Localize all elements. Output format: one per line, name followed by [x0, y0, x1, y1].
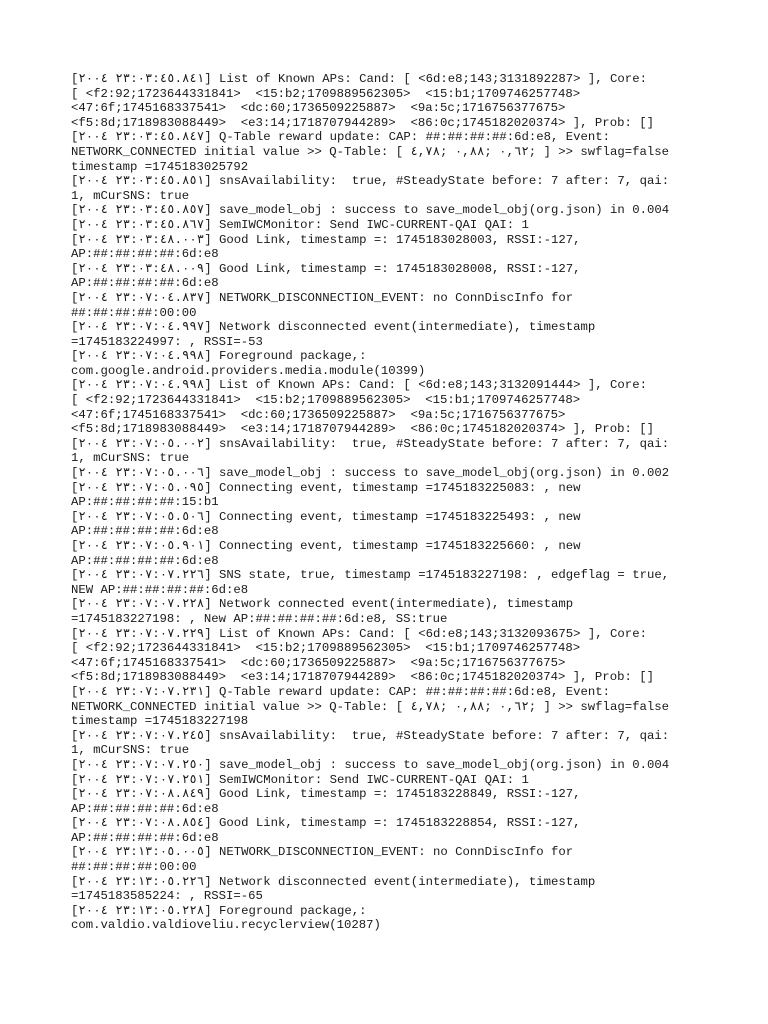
- log-line: com.google.android.providers.media.module(10399): [71, 363, 426, 378]
- log-document: [71, 72, 701, 933]
- log-line: AP:##:##:##:##:15:b1: [71, 495, 219, 510]
- log-line: 1, mCurSNS: true: [71, 743, 190, 758]
- log-line: AP:##:##:##:##:6d:e8: [71, 276, 219, 291]
- log-line: [٢٣:٠٧:٠٥.٠٩٥ ٢٠٠٤] Connecting event, timestamp =1745183225083: , new: [71, 480, 581, 495]
- log-line: AP:##:##:##:##:6d:e8: [71, 247, 219, 262]
- log-line: AP:##:##:##:##:6d:e8: [71, 801, 219, 816]
- log-line: =1745183224997: , RSSI=-53: [71, 334, 263, 349]
- log-line: [٢٣:٠٣:٤٥.٨٤١ ٢٠٠٤] List of Known APs: Cand: [ <6d:e8;143;3131892287> ], Core:: [71, 72, 647, 86]
- log-line: <47:6f;1745168337541> <dc:60;1736509225887> <9a:5c;1716756377675>: [71, 101, 566, 116]
- log-line: [٢٣:٠٣:٤٥.٨٤٧ ٢٠٠٤] Q-Table reward update: CAP: ##:##:##:##:6d:e8, Event:: [71, 130, 611, 145]
- log-line: [٢٣:٠٧:٠٤.٩٩٧ ٢٠٠٤] Network disconnected event(intermediate), timestamp: [71, 320, 596, 335]
- log-line: [٢٣:١٣:٠٥.٢٢٦ ٢٠٠٤] Network disconnected event(intermediate), timestamp: [71, 874, 596, 889]
- log-line: com.valdio.valdioveliu.recyclerview(10287): [71, 918, 381, 933]
- log-line: timestamp =1745183227198: [71, 714, 249, 729]
- log-line: NETWORK_CONNECTED initial value >> Q-Table: [ ٠,٦٢ ;٠,٨٨ ;٤,٧٨; ] >> swflag=false: [71, 144, 669, 159]
- log-line: [٢٣:٠٧:٠٥.٠٠٢ ٢٠٠٤] snsAvailability: true, #SteadyState before: 7 after: 7, qai:: [71, 436, 670, 451]
- log-line: NETWORK_CONNECTED initial value >> Q-Table: [ ٠,٦٢ ;٠,٨٨ ;٤,٧٨; ] >> swflag=false: [71, 699, 669, 714]
- log-line: [٢٣:٠٧:٠٧.٢٤٥ ٢٠٠٤] snsAvailability: true, #SteadyState before: 7 after: 7, qai:: [71, 728, 670, 743]
- log-line: <f5:8d;1718983088449> <e3:14;1718707944289> <86:0c;1745182020374> ], Prob: []: [71, 115, 654, 130]
- log-line: 1, mCurSNS: true: [71, 188, 190, 203]
- log-line: <f5:8d;1718983088449> <e3:14;1718707944289> <86:0c;1745182020374> ], Prob: []: [71, 422, 654, 437]
- log-line: [٢٣:٠٧:٠٥.٠٠٦ ٢٠٠٤] save_model_obj : success to save_model_obj(org.json) in 0.002: [71, 466, 670, 481]
- log-line: [٢٣:٠٧:٠٥.٥٠٦ ٢٠٠٤] Connecting event, timestamp =1745183225493: , new: [71, 509, 581, 524]
- log-line: [٢٣:٠٧:٠٨.٨٥٤ ٢٠٠٤] Good Link, timestamp =: 1745183228854, RSSI:-127,: [71, 816, 581, 831]
- log-line: =1745183227198: , New AP:##:##:##:##:6d:e8, SS:true: [71, 611, 448, 626]
- log-line: =1745183585224: , RSSI=-65: [71, 889, 263, 904]
- log-line: [٢٣:٠٣:٤٥.٨٥٧ ٢٠٠٤] save_model_obj : success to save_model_obj(org.json) in 0.004: [71, 203, 670, 218]
- log-line: [٢٣:٠٧:٠٤.٩٩٨ ٢٠٠٤] List of Known APs: Cand: [ <6d:e8;143;3132091444> ], Core:: [71, 378, 647, 393]
- log-line: timestamp =1745183025792: [71, 159, 249, 174]
- log-line: [٢٣:٠٧:٠٤.٩٩٨ ٢٠٠٤] Foreground package,:: [71, 349, 367, 364]
- log-line: [٢٣:٠٧:٠٤.٨٣٧ ٢٠٠٤] NETWORK_DISCONNECTION_EVENT: no ConnDiscInfo for: [71, 290, 574, 305]
- log-line: <f5:8d;1718983088449> <e3:14;1718707944289> <86:0c;1745182020374> ], Prob: []: [71, 670, 654, 685]
- log-line: ##:##:##:##:00:00: [71, 860, 197, 875]
- log-line: <47:6f;1745168337541> <dc:60;1736509225887> <9a:5c;1716756377675>: [71, 407, 566, 422]
- log-line: [٢٣:١٣:٠٥.٠٠٥ ٢٠٠٤] NETWORK_DISCONNECTION_EVENT: no ConnDiscInfo for: [71, 845, 574, 860]
- log-line: AP:##:##:##:##:6d:e8: [71, 830, 219, 845]
- log-line: [ <f2:92;1723644331841> <15:b2;1709889562305> <15:b1;1709746257748>: [71, 641, 581, 656]
- log-line: [٢٣:٠٧:٠٧.٢٥٠ ٢٠٠٤] save_model_obj : success to save_model_obj(org.json) in 0.004: [71, 757, 670, 772]
- log-line: NEW AP:##:##:##:##:6d:e8: [71, 582, 249, 597]
- log-line: [٢٣:٠٣:٤٥.٨٥١ ٢٠٠٤] snsAvailability: true, #SteadyState before: 7 after: 7, qai:: [71, 174, 670, 189]
- log-line: [ <f2:92;1723644331841> <15:b2;1709889562305> <15:b1;1709746257748>: [71, 393, 581, 408]
- log-line: [٢٣:٠٧:٠٨.٨٤٩ ٢٠٠٤] Good Link, timestamp =: 1745183228849, RSSI:-127,: [71, 787, 581, 802]
- log-line: [٢٣:٠٧:٠٥.٩٠١ ٢٠٠٤] Connecting event, timestamp =1745183225660: , new: [71, 539, 581, 553]
- log-line: [٢٣:٠٧:٠٧.٢٥١ ٢٠٠٤] SemIWCMonitor: Send IWC-CURRENT-QAI QAI: 1: [71, 772, 529, 787]
- log-line: [٢٣:٠٣:٤٨.٠٠٣ ٢٠٠٤] Good Link, timestamp =: 1745183028003, RSSI:-127,: [71, 232, 581, 247]
- log-line: [٢٣:٠٣:٤٥.٨٦٧ ٢٠٠٤] SemIWCMonitor: Send IWC-CURRENT-QAI QAI: 1: [71, 217, 529, 232]
- log-line: [ <f2:92;1723644331841> <15:b2;1709889562305> <15:b1;1709746257748>: [71, 86, 581, 101]
- log-line: <47:6f;1745168337541> <dc:60;1736509225887> <9a:5c;1716756377675>: [71, 655, 566, 670]
- log-line: AP:##:##:##:##:6d:e8: [71, 524, 219, 539]
- log-line: [٢٣:١٣:٠٥.٢٢٨ ٢٠٠٤] Foreground package,:: [71, 903, 367, 918]
- log-line: [٢٣:٠٧:٠٧.٢٢٨ ٢٠٠٤] Network connected event(intermediate), timestamp: [71, 597, 574, 612]
- log-line: [٢٣:٠٧:٠٧.٢٢٦ ٢٠٠٤] SNS state, true, timestamp =1745183227198: , edgeflag = true,: [71, 568, 670, 583]
- log-line: 1, mCurSNS: true: [71, 451, 190, 466]
- log-line: AP:##:##:##:##:6d:e8: [71, 553, 219, 568]
- log-line: [٢٣:٠٧:٠٧.٢٣١ ٢٠٠٤] Q-Table reward update: CAP: ##:##:##:##:6d:e8, Event:: [71, 684, 611, 699]
- log-line: [٢٣:٠٧:٠٧.٢٢٩ ٢٠٠٤] List of Known APs: Cand: [ <6d:e8;143;3132093675> ], Core:: [71, 626, 647, 641]
- log-line: [٢٣:٠٣:٤٨.٠٠٩ ٢٠٠٤] Good Link, timestamp =: 1745183028008, RSSI:-127,: [71, 261, 581, 276]
- log-line: ##:##:##:##:00:00: [71, 305, 197, 320]
